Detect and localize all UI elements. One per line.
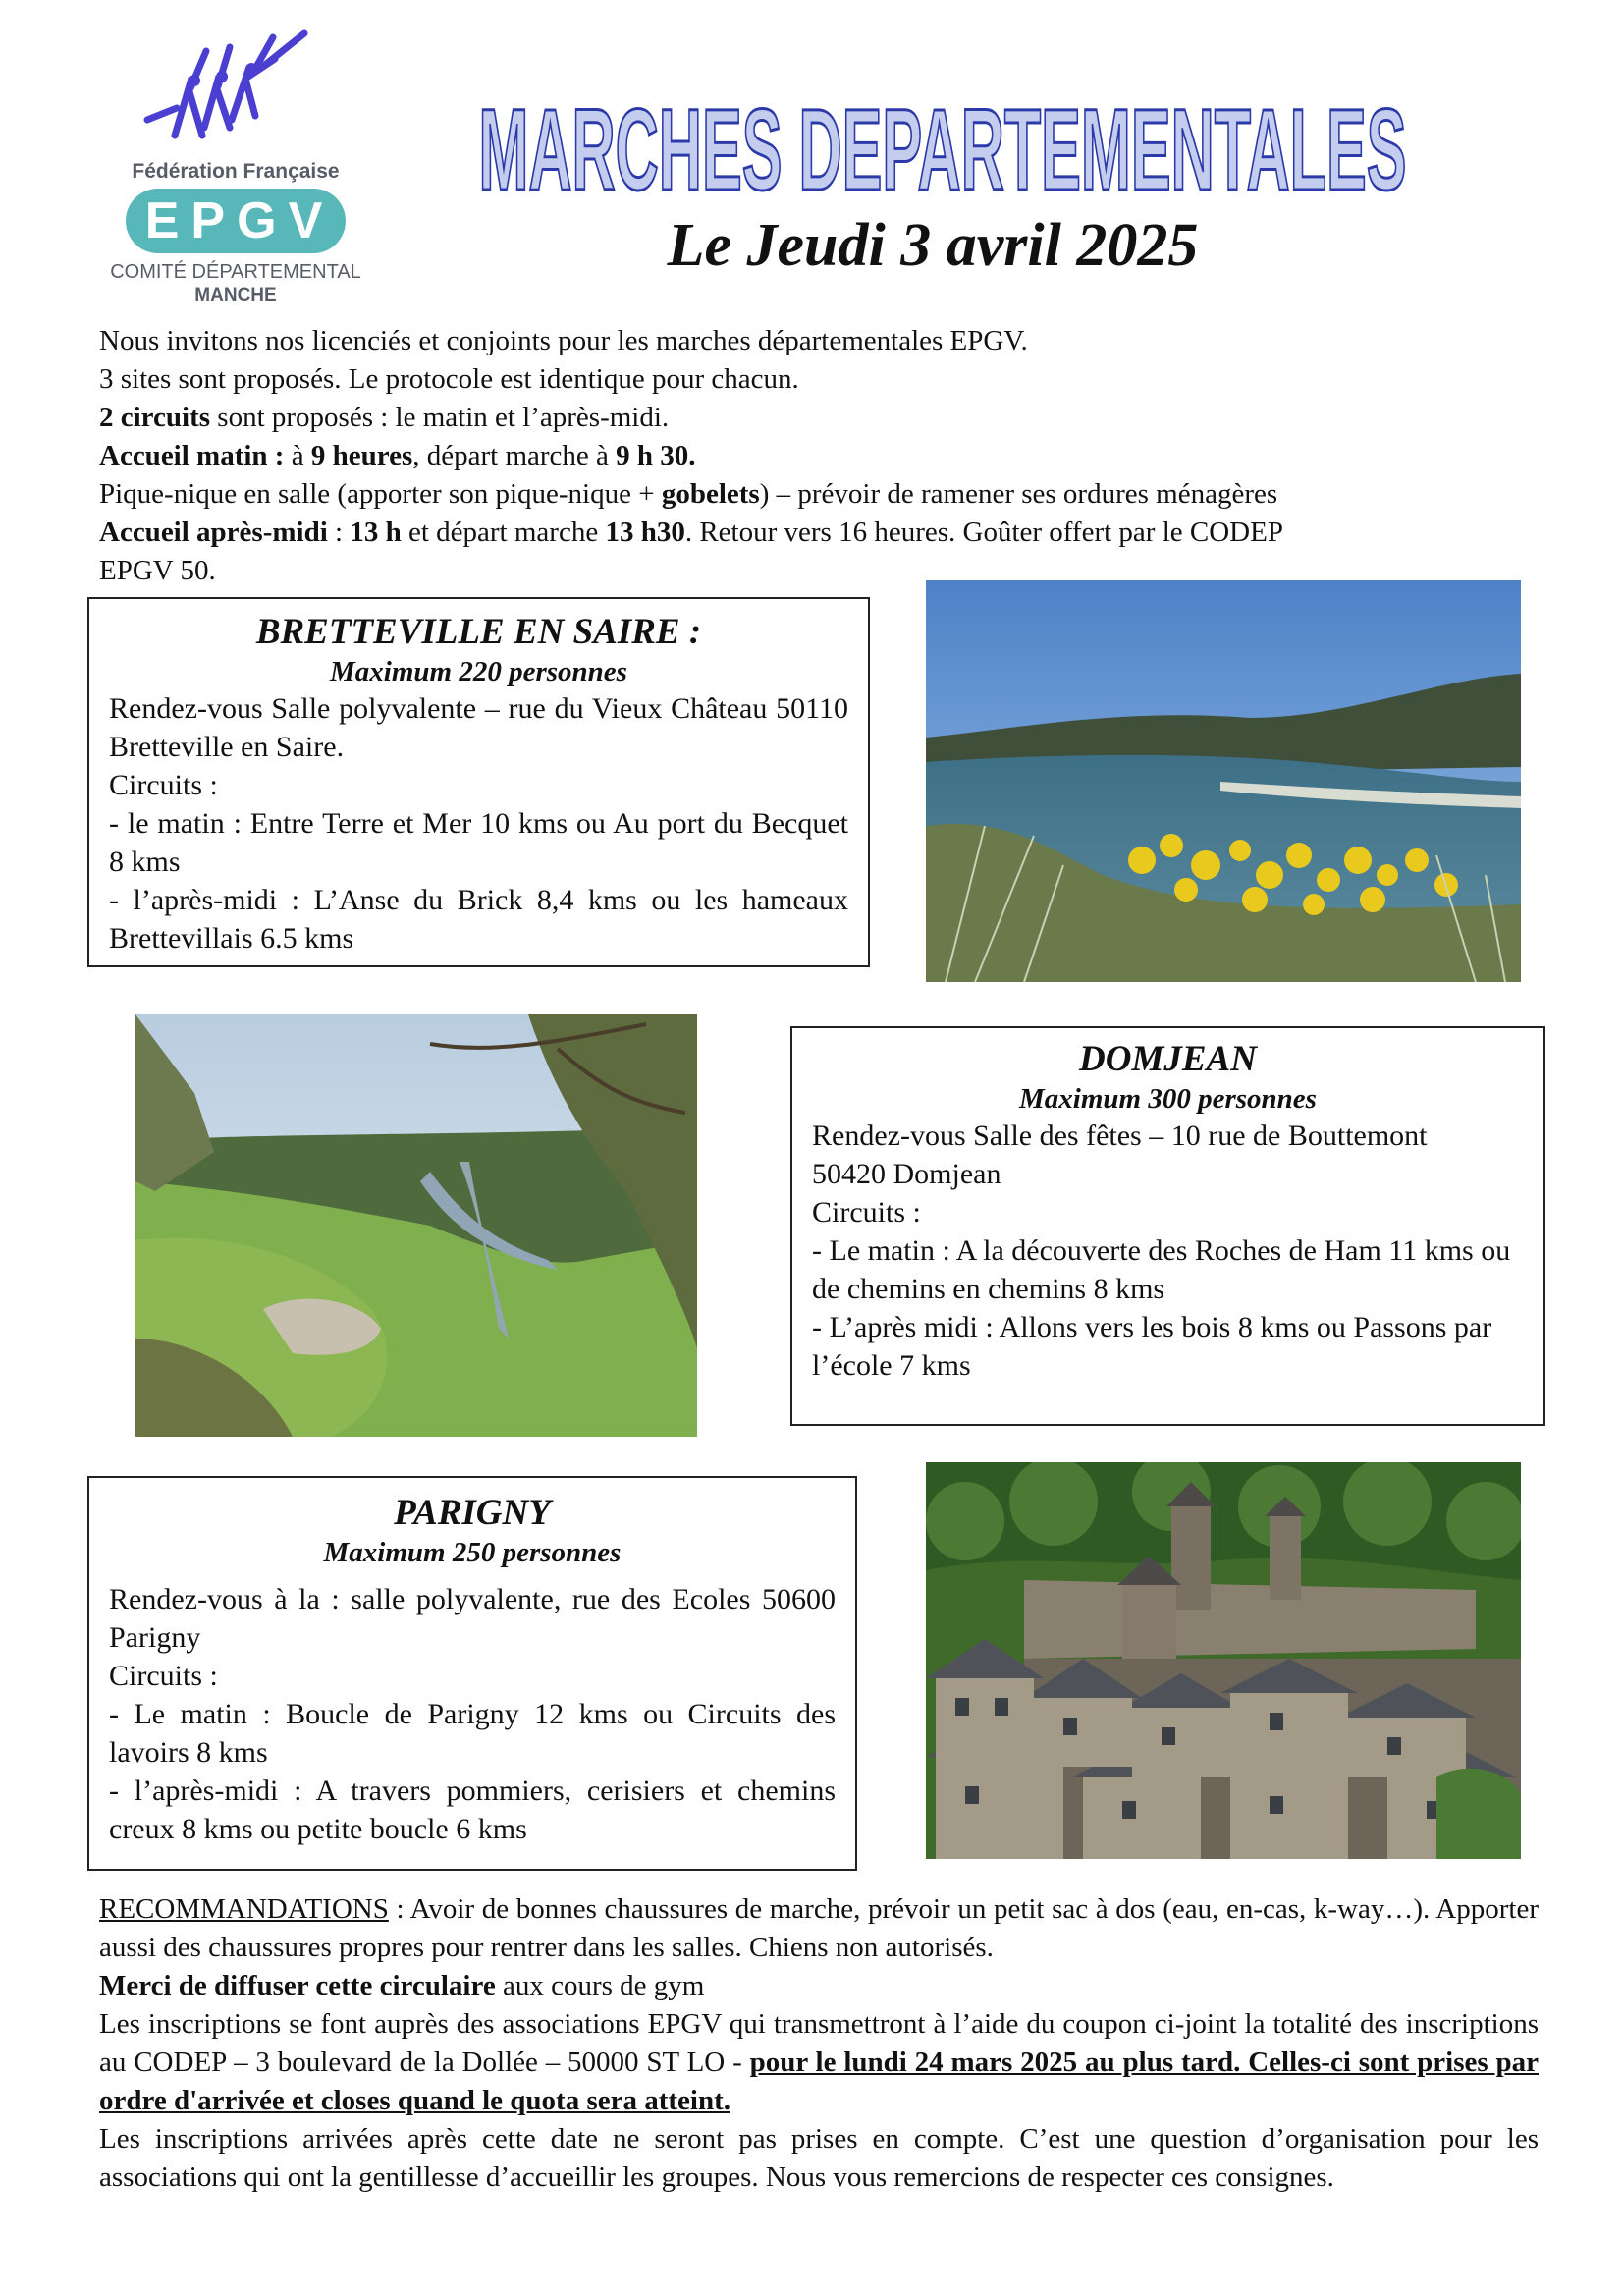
intro-line: Accueil après-midi : 13 h et départ marche 13 h30. Retour vers 16 heures. Goûter offert par le CODEP [99,517,1283,548]
site-capacity: Maximum 220 personnes [330,656,627,687]
recommendations-section [99,1890,1539,2197]
intro-line: Nous invitons nos licenciés et conjoints pour les marches départementales EPGV. [99,325,1028,356]
recommendations-text: RECOMMANDATIONS : Avoir de bonnes chaussures de marche, prévoir un petit sac à dos (eau, en-cas, k-way…). Apporter aussi des chaussures propres pour rentrer dans les salles. Chiens non autorisés. [99,1893,1539,1963]
parigny-castle-photo [926,1462,1521,1859]
diffusion-note: Merci de diffuser cette circulaire aux cours de gym [99,1970,705,2001]
site-circuits-label: Circuits : [109,1660,218,1692]
page-title [471,86,1414,204]
site-rdv: Rendez-vous Salle polyvalente – rue du Vieux Château 50110 Bretteville en Saire. [109,692,848,763]
site-circuit-matin: - Le matin : Boucle de Parigny 12 kms ou Circuits des lavoirs 8 kms [109,1698,836,1769]
site-capacity: Maximum 250 personnes [323,1537,622,1568]
bretteville-bay-photo [926,580,1521,982]
site-circuit-apresmidi: - l’après-midi : L’Anse du Brick 8,4 kms ou les hameaux Brettevillais 6.5 kms [109,884,848,955]
deadline-text: pour le lundi 24 mars 2025 au plus tard. Celles-ci sont prises par ordre d'arrivée et closes quand le quota sera atteint. [99,2047,1539,2116]
site-circuit-matin: - le matin : Entre Terre et Mer 10 kms ou Au port du Becquet 8 kms [109,807,848,878]
site-capacity: Maximum 300 personnes [1019,1083,1317,1115]
site-circuits-label: Circuits : [109,769,218,801]
gymnast-figures-icon [108,29,363,167]
site-name: DOMJEAN [1079,1039,1257,1079]
site-circuit-matin: - Le matin : A la découverte des Roches de Ham 11 kms ou de chemins en chemins 8 kms [812,1234,1511,1305]
intro-line: EPGV 50. [99,555,216,586]
site-circuit-apresmidi: - L’après midi : Allons vers les bois 8 kms ou Passons par l’école 7 kms [812,1311,1492,1382]
site-name: BRETTEVILLE EN SAIRE : [255,612,702,652]
logo-federation-text: Fédération Française [132,160,340,183]
site-box-domjean [790,1026,1545,1426]
site-box-bretteville [87,597,870,967]
recommendations-label: RECOMMANDATIONS [99,1893,389,1925]
intro-line: Pique-nique en salle (apporter son pique-nique + gobelets) – prévoir de ramener ses ordures ménagères [99,478,1278,510]
final-note: Les inscriptions arrivées après cette date ne seront pas prises en compte. C’est une question d’organisation pour les associations qui ont la gentillesse d’accueillir les groupes. Nous vous remercions de respecter ces consignes. [99,2123,1539,2193]
site-circuit-apresmidi: - l’après-midi : A travers pommiers, cerisiers et chemins creux 8 kms ou petite boucle 6 kms [109,1775,836,1845]
intro-line: 2 circuits sont proposés : le matin et l’après-midi. [99,402,670,433]
logo-region-text: MANCHE [194,285,277,305]
intro-line: 3 sites sont proposés. Le protocole est identique pour chacun. [99,363,799,395]
intro-text [99,322,1552,590]
site-circuits-label: Circuits : [812,1196,921,1229]
site-box-parigny [87,1476,857,1871]
page-title-text: MARCHES DEPARTEMENTALES [478,86,1407,204]
domjean-valley-photo [135,1014,697,1437]
site-rdv-city: 50420 Domjean [812,1158,1001,1190]
site-rdv: Rendez-vous Salle des fêtes – 10 rue de Bouttemont [812,1120,1428,1152]
site-name: PARIGNY [394,1493,551,1533]
intro-line: Accueil matin : à 9 heures, départ marche à 9 h 30. [99,440,696,471]
epgv-logo [108,29,363,304]
logo-comite-text: COMITÉ DÉPARTEMENTAL [110,261,361,283]
inscriptions-text: Les inscriptions se font auprès des associations EPGV qui transmettront à l’aide du coupon ci-joint la totalité des inscriptions au CODEP – 3 boulevard de la Dollée – 50000 ST LO - pour le lundi 24 mars 2025 au plus tard. Celles-ci sont prises par ordre d'arrivée et closes quand le quota sera atteint. [99,2008,1539,2116]
site-rdv: Rendez-vous à la : salle polyvalente, rue des Ecoles 50600 Parigny [109,1583,836,1654]
logo-brand: EPGV [126,189,346,253]
event-date: Le Jeudi 3 avril 2025 [667,212,1199,279]
